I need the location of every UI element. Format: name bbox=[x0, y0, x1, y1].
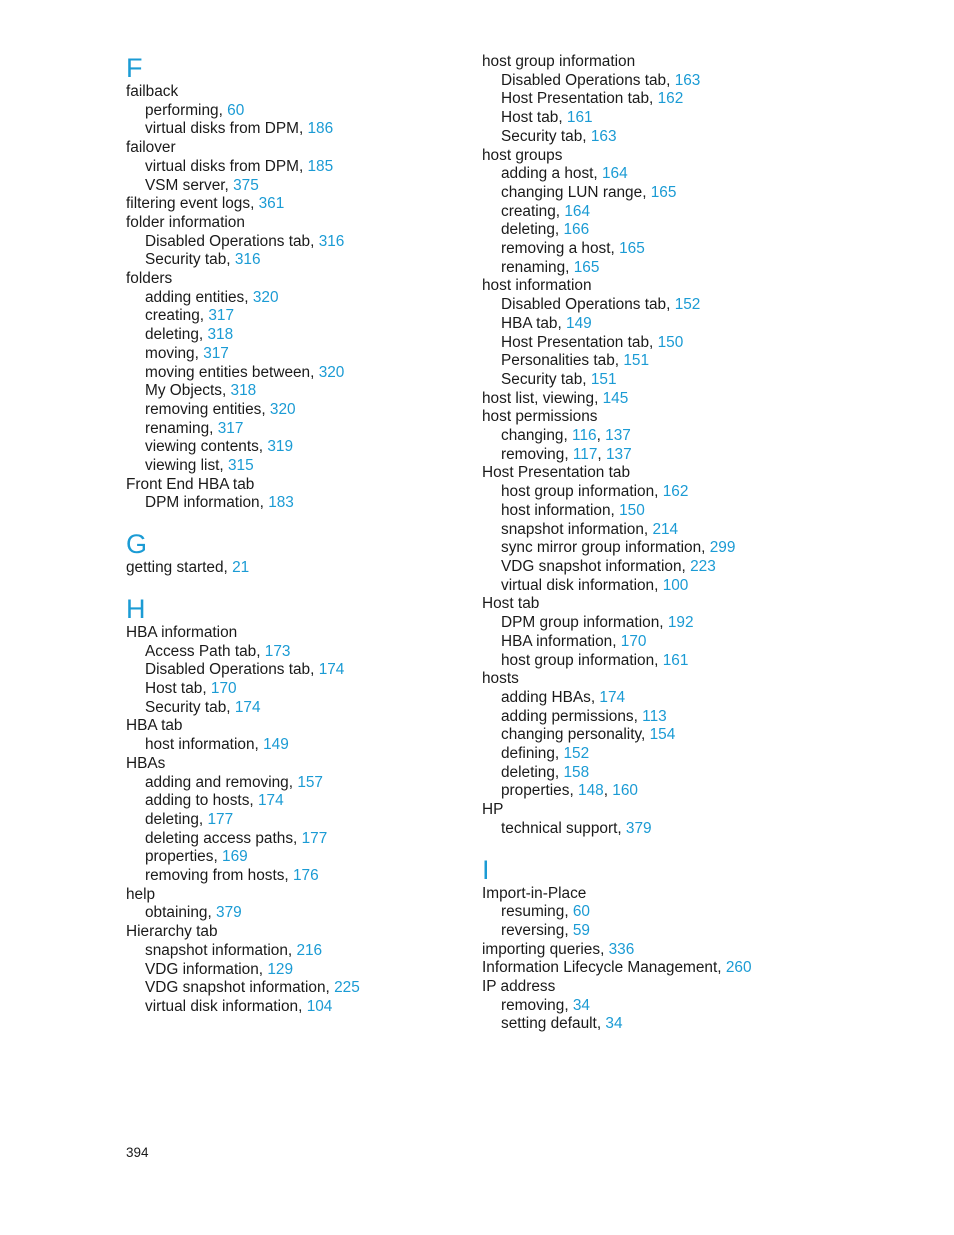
page-link[interactable]: 113 bbox=[642, 707, 667, 725]
section-letter: G bbox=[126, 529, 148, 560]
page-link[interactable]: 336 bbox=[608, 940, 635, 958]
index-term: Host tab bbox=[482, 595, 540, 613]
index-term: removing from hosts bbox=[145, 867, 285, 885]
page-link[interactable]: 165 bbox=[619, 240, 645, 258]
index-term: removing a host bbox=[501, 240, 611, 258]
page-link[interactable]: 225 bbox=[334, 979, 360, 997]
index-term: VDG information bbox=[145, 960, 259, 978]
page-link[interactable]: 177 bbox=[207, 810, 234, 828]
page-link[interactable]: 299 bbox=[709, 539, 736, 557]
index-term: removing bbox=[501, 996, 565, 1014]
index-term: changing LUN range bbox=[501, 183, 643, 201]
page-link[interactable]: 317 bbox=[208, 307, 235, 325]
section-letter: I bbox=[482, 854, 490, 885]
index-entry bbox=[126, 83, 456, 102]
index-term: host information bbox=[501, 501, 611, 519]
index-term: Hierarchy tab bbox=[126, 923, 218, 941]
index-subentry: creating, 164 bbox=[501, 202, 591, 220]
page-link[interactable]: 150 bbox=[619, 501, 645, 519]
index-subentry: Security tab, 151 bbox=[501, 370, 617, 388]
index-subentry: adding and removing, 157 bbox=[145, 773, 323, 791]
page-link[interactable]: 161 bbox=[566, 109, 593, 127]
index-term: Import-in-Place bbox=[482, 884, 587, 902]
index-subentry: sync mirror group information, 299 bbox=[501, 539, 736, 557]
index-subentry: changing LUN range, 165 bbox=[501, 183, 677, 201]
index-term: removing bbox=[501, 445, 565, 463]
page-link[interactable]: 165 bbox=[573, 258, 600, 276]
index-term: Access Path tab bbox=[145, 642, 257, 660]
index-subentry: Disabled Operations tab, 163 bbox=[501, 71, 701, 89]
index-subentry: viewing contents, 319 bbox=[145, 438, 294, 456]
index-term: adding to hosts bbox=[145, 792, 250, 810]
index-term: VSM server bbox=[145, 176, 225, 194]
page-link[interactable]: 185 bbox=[307, 157, 334, 175]
index-term: virtual disks from DPM bbox=[145, 120, 299, 138]
index-subentry: VDG information, 129 bbox=[145, 960, 294, 978]
index-term: My Objects bbox=[145, 382, 222, 400]
index-entry bbox=[126, 886, 456, 905]
index-subentry: properties, 148, 160 bbox=[501, 782, 638, 800]
page-link[interactable]: 116 bbox=[572, 427, 597, 445]
page-link[interactable]: 145 bbox=[602, 389, 629, 407]
index-term: resuming bbox=[501, 903, 565, 921]
index-subentry: snapshot information, 216 bbox=[145, 941, 323, 959]
index-subentry: VDG snapshot information, 223 bbox=[501, 557, 716, 575]
index-entry bbox=[126, 717, 456, 736]
index-term: adding permissions bbox=[501, 707, 634, 725]
page-link[interactable]: 174 bbox=[234, 698, 261, 716]
index-term: importing queries bbox=[482, 940, 601, 958]
index-term: renaming bbox=[145, 419, 210, 437]
index-subentry: HBA information, 170 bbox=[501, 632, 647, 650]
page-number: 394 bbox=[126, 1145, 149, 1160]
index-subentry: VSM server, 375 bbox=[145, 176, 259, 194]
index-term: removing entities bbox=[145, 400, 262, 418]
index-term: filtering event logs bbox=[126, 195, 251, 213]
index-subentry: deleting access paths, 177 bbox=[145, 829, 328, 847]
page-link[interactable]: 158 bbox=[563, 763, 590, 781]
page-link[interactable]: 379 bbox=[216, 904, 242, 922]
index-subentry: Disabled Operations tab, 152 bbox=[501, 296, 701, 314]
index-subentry: virtual disks from DPM, 186 bbox=[145, 120, 334, 138]
page-link[interactable]: 223 bbox=[690, 557, 716, 575]
page-link[interactable]: 216 bbox=[296, 941, 323, 959]
index-subentry: renaming, 317 bbox=[145, 419, 244, 437]
index-term: creating bbox=[145, 307, 200, 325]
index-subentry: removing, 117, 137 bbox=[501, 445, 632, 463]
page-link[interactable]: 149 bbox=[566, 314, 592, 332]
index-subentry: My Objects, 318 bbox=[145, 382, 257, 400]
page-link[interactable]: 375 bbox=[233, 176, 259, 194]
index-subentry: deleting, 158 bbox=[501, 763, 590, 781]
index-term: getting started bbox=[126, 559, 224, 577]
index-term: snapshot information bbox=[145, 941, 288, 959]
index-term: deleting access paths bbox=[145, 829, 294, 847]
index-term: host groups bbox=[482, 146, 563, 164]
index-term: Security tab bbox=[145, 251, 227, 269]
page-link[interactable]: 59 bbox=[572, 921, 590, 939]
index-entry bbox=[482, 53, 922, 72]
index-term: sync mirror group information bbox=[501, 539, 702, 557]
index-term: DPM information bbox=[145, 494, 260, 512]
index-term: setting default bbox=[501, 1015, 597, 1033]
page-link[interactable]: 379 bbox=[625, 819, 652, 837]
index-entry: host list, viewing, 145 bbox=[482, 389, 629, 407]
index-subentry: obtaining, 379 bbox=[145, 904, 242, 922]
index-subentry: Security tab, 163 bbox=[501, 127, 617, 145]
index-term: creating bbox=[501, 202, 556, 220]
index-subentry: performing, 60 bbox=[145, 101, 245, 119]
page-link[interactable]: 161 bbox=[662, 651, 689, 669]
index-term: host information bbox=[145, 736, 255, 754]
page-link[interactable]: 162 bbox=[662, 483, 689, 501]
page-link[interactable]: 21 bbox=[232, 559, 250, 577]
index-subentry: Security tab, 316 bbox=[145, 251, 261, 269]
index-term: viewing list bbox=[145, 457, 220, 475]
index-subentry: host information, 149 bbox=[145, 736, 289, 754]
index-column-left bbox=[126, 53, 456, 1017]
index-term: Host Presentation tab bbox=[482, 464, 631, 482]
index-subentry: Personalities tab, 151 bbox=[501, 352, 650, 370]
index-term: properties bbox=[501, 782, 570, 800]
index-subentry: adding a host, 164 bbox=[501, 165, 628, 183]
page-link[interactable]: 60 bbox=[572, 903, 590, 921]
index-term: properties bbox=[145, 848, 214, 866]
index-term: failover bbox=[126, 139, 176, 157]
page-link[interactable]: 129 bbox=[267, 960, 294, 978]
index-entry bbox=[126, 139, 456, 158]
page-link[interactable]: 148 bbox=[578, 782, 604, 800]
index-term: Host tab bbox=[501, 109, 559, 127]
index-entry bbox=[482, 464, 922, 483]
index-subentry: DPM information, 183 bbox=[145, 494, 294, 512]
index-term: HBAs bbox=[126, 754, 166, 772]
index-subentry: deleting, 177 bbox=[145, 810, 234, 828]
index-term: Host Presentation tab bbox=[501, 90, 650, 108]
index-entry bbox=[126, 270, 456, 289]
index-subentry: deleting, 318 bbox=[145, 326, 234, 344]
index-term: virtual disk information bbox=[145, 997, 299, 1015]
page-link[interactable]: 320 bbox=[269, 400, 296, 418]
index-term: failback bbox=[126, 83, 179, 100]
index-term: deleting bbox=[501, 763, 555, 781]
page-link[interactable]: 319 bbox=[267, 438, 294, 456]
page-link[interactable]: 169 bbox=[222, 848, 248, 866]
index-subentry: Disabled Operations tab, 174 bbox=[145, 661, 345, 679]
index-term: viewing contents bbox=[145, 438, 259, 456]
page-link[interactable]: 162 bbox=[657, 90, 684, 108]
index-term: adding and removing bbox=[145, 773, 289, 791]
index-term: technical support bbox=[501, 819, 618, 837]
index-subentry: technical support, 379 bbox=[501, 819, 652, 837]
page-link[interactable]: 152 bbox=[563, 745, 590, 763]
page-link[interactable]: 174 bbox=[257, 792, 284, 810]
page-link[interactable]: 164 bbox=[601, 165, 628, 183]
index-term: folder information bbox=[126, 213, 245, 231]
page-link[interactable]: 149 bbox=[263, 736, 289, 754]
index-term: host group information bbox=[501, 483, 655, 501]
index-entry bbox=[482, 885, 922, 904]
page-link[interactable]: 151 bbox=[590, 370, 617, 388]
page-link[interactable]: 214 bbox=[652, 520, 679, 538]
page-link[interactable]: 260 bbox=[725, 959, 752, 977]
index-entry: filtering event logs, 361 bbox=[126, 195, 285, 213]
index-entry bbox=[482, 408, 922, 427]
index-subentry: defining, 152 bbox=[501, 745, 590, 763]
index-term: renaming bbox=[501, 258, 566, 276]
index-entry bbox=[482, 595, 922, 614]
index-term: deleting bbox=[145, 810, 199, 828]
index-term: moving bbox=[145, 344, 195, 362]
page-link[interactable]: 151 bbox=[623, 352, 650, 370]
page-link[interactable]: 163 bbox=[590, 127, 617, 145]
index-subentry: changing, 116, 137 bbox=[501, 427, 631, 445]
index-term: moving entities between bbox=[145, 363, 311, 381]
index-subentry: Host tab, 161 bbox=[501, 109, 593, 127]
index-subentry: removing, 34 bbox=[501, 996, 590, 1014]
index-entry bbox=[482, 978, 922, 997]
page-link[interactable]: 117 bbox=[572, 445, 598, 463]
index-term: obtaining bbox=[145, 904, 208, 922]
index-entry bbox=[482, 277, 922, 296]
page-link[interactable]: 152 bbox=[674, 296, 701, 314]
index-subentry: host group information, 162 bbox=[501, 483, 689, 501]
page-link[interactable]: 317 bbox=[203, 344, 229, 362]
index-entry bbox=[482, 670, 922, 689]
page-link[interactable]: 164 bbox=[564, 202, 591, 220]
index-subentry: Security tab, 174 bbox=[145, 698, 261, 716]
index-subentry: virtual disk information, 100 bbox=[501, 576, 689, 594]
index-term: Front End HBA tab bbox=[126, 475, 255, 493]
page-link[interactable]: 60 bbox=[227, 101, 245, 119]
index-term: host list, viewing bbox=[482, 389, 595, 407]
index-subentry: removing entities, 320 bbox=[145, 400, 296, 418]
index-subentry: host information, 150 bbox=[501, 501, 645, 519]
index-entry: importing queries, 336 bbox=[482, 940, 635, 958]
index-subentry: HBA tab, 149 bbox=[501, 314, 592, 332]
index-subentry: snapshot information, 214 bbox=[501, 520, 679, 538]
page-link[interactable]: 34 bbox=[605, 1015, 623, 1033]
page-link[interactable]: 316 bbox=[318, 232, 345, 250]
index-entry bbox=[482, 147, 922, 166]
index-term: host group information bbox=[482, 53, 636, 70]
index-subentry: deleting, 166 bbox=[501, 221, 590, 239]
index-term: changing personality bbox=[501, 726, 642, 744]
index-subentry: Access Path tab, 173 bbox=[145, 642, 291, 660]
page-link[interactable]: 176 bbox=[292, 867, 319, 885]
index-term: deleting bbox=[145, 326, 199, 344]
index-term: HBA information bbox=[126, 623, 238, 641]
index-entry: getting started, 21 bbox=[126, 559, 250, 577]
index-term: deleting bbox=[501, 221, 555, 239]
page-link[interactable]: 318 bbox=[230, 382, 257, 400]
index-term: Disabled Operations tab bbox=[145, 232, 311, 250]
index-subentry: renaming, 165 bbox=[501, 258, 600, 276]
index-term: Host tab bbox=[145, 679, 203, 697]
index-subentry: reversing, 59 bbox=[501, 921, 590, 939]
index-subentry: Disabled Operations tab, 316 bbox=[145, 232, 345, 250]
page-link[interactable]: 154 bbox=[649, 726, 676, 744]
index-term: Disabled Operations tab bbox=[145, 661, 311, 679]
index-term: Personalities tab bbox=[501, 352, 615, 370]
index-term: host permissions bbox=[482, 408, 598, 426]
index-term: host group information bbox=[501, 651, 655, 669]
page-link[interactable]: 150 bbox=[657, 333, 684, 351]
index-term: Security tab bbox=[501, 127, 583, 145]
page-link[interactable]: 316 bbox=[234, 251, 261, 269]
index-term: HBA tab bbox=[126, 717, 183, 735]
index-term: Security tab bbox=[501, 370, 583, 388]
index-term: Security tab bbox=[145, 698, 227, 716]
index-term: IP address bbox=[482, 978, 556, 996]
index-term: help bbox=[126, 885, 156, 903]
index-subentry: virtual disk information, 104 bbox=[145, 997, 333, 1015]
index-term: adding HBAs bbox=[501, 688, 591, 706]
index-column-right bbox=[482, 53, 922, 1034]
page-link[interactable]: 137 bbox=[605, 445, 632, 463]
page-link[interactable]: 183 bbox=[268, 494, 294, 512]
index-term: VDG snapshot information bbox=[145, 979, 326, 997]
page-link[interactable]: 192 bbox=[667, 614, 694, 632]
index-term: virtual disk information bbox=[501, 576, 655, 594]
index-term: snapshot information bbox=[501, 520, 644, 538]
index-subentry: adding permissions, 113 bbox=[501, 707, 667, 725]
index-subentry: adding to hosts, 174 bbox=[145, 792, 284, 810]
index-term: adding entities bbox=[145, 288, 245, 306]
index-term: performing bbox=[145, 101, 219, 119]
page-link[interactable]: 157 bbox=[297, 773, 323, 791]
index-subentry: host group information, 161 bbox=[501, 651, 689, 669]
index-subentry: moving, 317 bbox=[145, 344, 229, 362]
index-entry bbox=[126, 755, 456, 774]
index-subentry: viewing list, 315 bbox=[145, 457, 254, 475]
page-link[interactable]: 315 bbox=[227, 457, 254, 475]
index-subentry: properties, 169 bbox=[145, 848, 248, 866]
index-subentry: Host Presentation tab, 162 bbox=[501, 90, 684, 108]
section-letter: F bbox=[126, 53, 143, 83]
page-link[interactable]: 100 bbox=[662, 576, 689, 594]
index-subentry: creating, 317 bbox=[145, 307, 235, 325]
index-term: adding a host bbox=[501, 165, 594, 183]
page-link[interactable]: 186 bbox=[307, 120, 334, 138]
index-subentry: Host tab, 170 bbox=[145, 679, 237, 697]
index-term: HBA tab bbox=[501, 314, 558, 332]
page-link[interactable]: 318 bbox=[207, 326, 234, 344]
index-subentry: adding HBAs, 174 bbox=[501, 688, 626, 706]
index-term: DPM group information bbox=[501, 614, 660, 632]
index-term: HBA information bbox=[501, 632, 613, 650]
index-subentry: setting default, 34 bbox=[501, 1015, 623, 1033]
page-link[interactable]: 174 bbox=[318, 661, 345, 679]
index-term: VDG snapshot information bbox=[501, 557, 682, 575]
index-entry bbox=[126, 476, 456, 495]
page-link[interactable]: 137 bbox=[605, 427, 631, 445]
page-link[interactable]: 320 bbox=[318, 363, 345, 381]
page-link[interactable]: 170 bbox=[620, 632, 647, 650]
index-subentry: changing personality, 154 bbox=[501, 726, 676, 744]
page-link[interactable]: 174 bbox=[599, 688, 626, 706]
index-term: Host Presentation tab bbox=[501, 333, 650, 351]
page-link[interactable]: 177 bbox=[301, 829, 328, 847]
page-link[interactable]: 165 bbox=[650, 183, 677, 201]
index-entry: Information Lifecycle Management, 260 bbox=[482, 959, 752, 977]
index-term: defining bbox=[501, 745, 555, 763]
index-subentry: Host Presentation tab, 150 bbox=[501, 333, 684, 351]
index-term: folders bbox=[126, 270, 173, 288]
index-subentry: moving entities between, 320 bbox=[145, 363, 345, 381]
page-link[interactable]: 173 bbox=[264, 642, 291, 660]
page-link[interactable]: 104 bbox=[306, 997, 333, 1015]
index-term: hosts bbox=[482, 670, 519, 688]
index-subentry: removing from hosts, 176 bbox=[145, 867, 319, 885]
index-term: Disabled Operations tab bbox=[501, 71, 667, 89]
index-entry bbox=[126, 624, 456, 643]
page-link[interactable]: 166 bbox=[563, 221, 590, 239]
index-entry bbox=[126, 923, 456, 942]
page-link[interactable]: 163 bbox=[674, 71, 701, 89]
page-link[interactable]: 160 bbox=[612, 782, 638, 800]
index-term: Information Lifecycle Management bbox=[482, 959, 718, 977]
index-subentry: adding entities, 320 bbox=[145, 288, 279, 306]
index-term: Disabled Operations tab bbox=[501, 296, 667, 314]
index-subentry: VDG snapshot information, 225 bbox=[145, 979, 360, 997]
index-subentry: removing a host, 165 bbox=[501, 240, 645, 258]
index-subentry: DPM group information, 192 bbox=[501, 614, 694, 632]
page-link[interactable]: 170 bbox=[210, 679, 237, 697]
index-term: virtual disks from DPM bbox=[145, 157, 299, 175]
index-term: HP bbox=[482, 801, 504, 819]
section-letter: H bbox=[126, 593, 146, 624]
index-subentry: virtual disks from DPM, 185 bbox=[145, 157, 334, 175]
index-term: reversing bbox=[501, 921, 565, 939]
index-term: host information bbox=[482, 277, 592, 295]
index-subentry: resuming, 60 bbox=[501, 903, 590, 921]
page-link[interactable]: 320 bbox=[252, 288, 279, 306]
index-entry bbox=[126, 214, 456, 233]
index-entry bbox=[482, 801, 922, 820]
index-term: changing bbox=[501, 427, 564, 445]
page-link[interactable]: 317 bbox=[217, 419, 244, 437]
page-link[interactable]: 361 bbox=[258, 195, 285, 213]
page-link[interactable]: 34 bbox=[572, 996, 590, 1014]
